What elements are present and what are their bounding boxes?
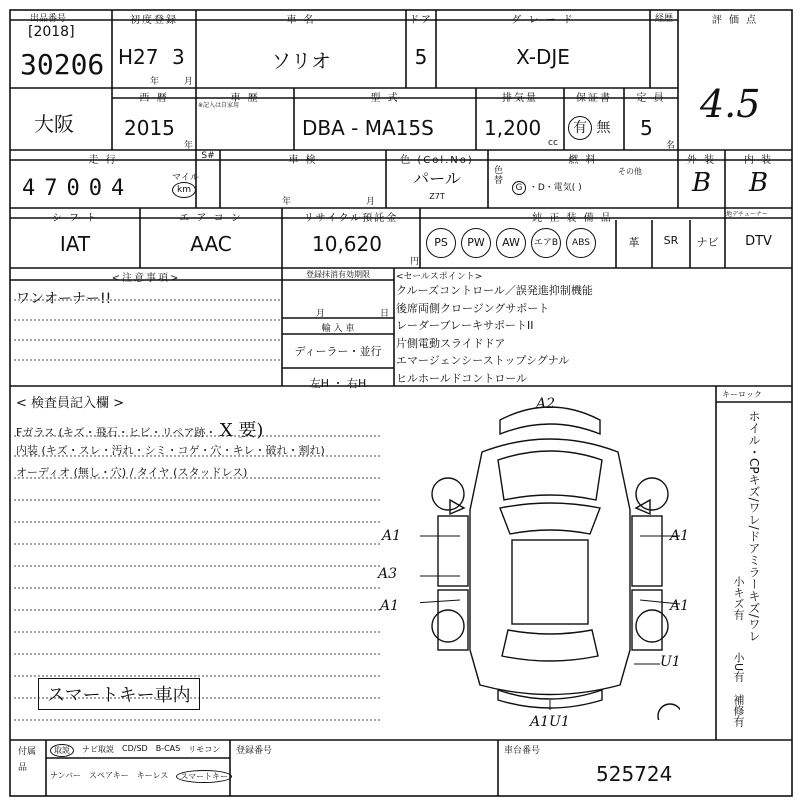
equip-leather: 革 — [628, 236, 640, 249]
smart-key-note: スマートキー車内 — [38, 678, 200, 710]
unit-day: 日 — [380, 309, 390, 319]
unit-month-2: 月 — [366, 197, 376, 207]
label-first-reg: 初度登録 — [130, 15, 178, 26]
mileage: 47004 — [22, 176, 134, 201]
damage-right-front-door: A1 — [670, 528, 690, 544]
label-doors: ドア — [409, 15, 433, 26]
selling-point: 後席両側クロージングサポート — [396, 301, 550, 315]
label-displacement: 排気量 — [502, 93, 538, 104]
label-accessories: 付属品 — [18, 747, 37, 773]
capacity: 5 — [640, 116, 653, 140]
label-inspection: 車 検 — [288, 155, 318, 166]
selling-point: ヒルホールドコントロール — [396, 371, 528, 385]
color-code: Z7T — [429, 192, 445, 201]
color: パール — [413, 169, 461, 188]
displacement: 1,200 — [484, 116, 542, 140]
first-reg-era: H27 — [118, 45, 159, 69]
damage-left-rocker: A3 — [378, 566, 398, 582]
label-color-swap: 色替 — [494, 166, 504, 186]
acc-cd-sd: CD/SD — [122, 744, 148, 753]
car-name: ソリオ — [271, 49, 331, 73]
right-strip-repaired: 補修有 — [732, 694, 745, 727]
warranty-yes: 有 — [568, 116, 592, 140]
acc-number: ナンバー — [50, 771, 82, 780]
label-import: 輸 入 車 — [321, 324, 355, 334]
label-registration-expiry: 登録抹消有効期限 — [306, 270, 370, 279]
unit-year-2: 年 — [184, 141, 194, 151]
model-year: 2015 — [124, 116, 175, 140]
label-history: 経歴 — [654, 14, 673, 24]
label-shift: シ フ ト — [51, 213, 99, 224]
equip-pw: PW — [461, 228, 491, 258]
unit-mile: マイル — [172, 173, 199, 183]
accessories-row-1 — [50, 744, 220, 757]
damage-rear: A1U1 — [530, 714, 570, 730]
unit-month-3: 月 — [316, 309, 326, 319]
acc-smart-key: スマートキー — [176, 770, 232, 783]
label-car-name: 車 名 — [286, 15, 316, 26]
lot-number: 30206 — [20, 48, 105, 81]
label-key-lock: キーロック — [722, 390, 762, 399]
damage-left-rear-door: A1 — [380, 598, 400, 614]
grade: X-DJE — [516, 45, 570, 69]
unit-year-3: 年 — [282, 197, 292, 207]
warranty-options — [568, 116, 610, 140]
acc-keyless: キーレス — [136, 771, 169, 780]
label-reg-number: 登録番号 — [236, 746, 273, 756]
equip-aw: AW — [496, 228, 526, 258]
selling-points-list — [396, 282, 593, 387]
unit-month: 月 — [184, 77, 194, 87]
label-lot-no: 出品番号 — [30, 14, 67, 24]
label-recycle: リサイクル預託金 — [303, 213, 399, 224]
unit-persons: 名 — [666, 141, 676, 151]
damage-left-front-door: A1 — [382, 528, 402, 544]
right-strip-line-1: ホイル・CPキズ/ワレ/ドアミラーキズ/ワレ — [747, 410, 761, 642]
equip-dtv: DTV — [745, 234, 772, 249]
damage-right-rear: U1 — [660, 654, 681, 670]
acc-spare-key: スペアキー — [89, 771, 129, 780]
equip-abs: ABS — [566, 228, 596, 258]
equip-airbag: エアB — [531, 228, 561, 258]
right-strip-text — [744, 410, 764, 642]
acc-bcas: B-CAS — [155, 744, 181, 753]
equip-navi: ナビ — [696, 236, 719, 249]
label-fuel-other: その他 — [618, 167, 642, 176]
unit-cc: cc — [548, 138, 558, 148]
fuel-gasoline: G — [512, 181, 526, 195]
right-strip-small-u: 小U有 — [732, 652, 745, 683]
car-diagram — [420, 400, 680, 720]
label-fuel: 燃 料 — [568, 155, 598, 166]
interior-grade: B — [748, 168, 769, 198]
acc-navi-manual: ナビ取説 — [82, 745, 114, 754]
label-history-note: ※記入は自家用 — [198, 102, 240, 109]
label-model-code: 型 式 — [370, 93, 400, 104]
acc-remote: リモコン — [188, 745, 221, 754]
label-model-year: 西 暦 — [139, 93, 169, 104]
damage-front: A2 — [536, 396, 556, 412]
accessories-row-2 — [50, 770, 232, 783]
steering-options: 左H ・ 右H — [309, 377, 367, 390]
aircon: AAC — [190, 232, 232, 256]
label-interior: 内 装 — [743, 155, 774, 166]
label-vehicle-history: 車 歴 — [230, 93, 260, 104]
fuel-others: ・D・電気( ) — [528, 183, 582, 193]
label-capacity: 定 員 — [636, 93, 666, 104]
model-code: DBA - MA15S — [302, 116, 434, 140]
damage-right-rear-door: A1 — [670, 598, 690, 614]
label-warranty: 保証書 — [576, 93, 612, 104]
unit-yen: 円 — [410, 257, 420, 267]
recycle-fee: 10,620 — [312, 232, 382, 256]
glass-mark: X 要) — [219, 420, 264, 441]
warranty-no: 無 — [596, 120, 611, 136]
selling-point: 片側電動スライドドア — [396, 336, 506, 350]
label-color: 色 (Col.No) — [400, 155, 474, 166]
inspector-glass — [16, 416, 263, 442]
label-score: 評 価 点 — [711, 15, 759, 26]
unit-km: km — [172, 182, 196, 198]
label-s-num: S# — [201, 151, 215, 161]
acc-manual: 取説 — [50, 744, 74, 757]
selling-point: レーダーブレーキサポートII — [396, 319, 534, 332]
shift: IAT — [59, 232, 91, 256]
glass-text: Fガラス (キズ・飛石・ヒビ・リペア跡・ — [16, 426, 217, 439]
inspector-audio: オーディオ (無し・穴) / タイヤ (スタッドレス) — [16, 466, 248, 479]
equip-ps: PS — [426, 228, 456, 258]
region: 大阪 — [34, 112, 74, 136]
label-equipment: 純 正 装 備 品 — [532, 213, 613, 224]
selling-point: クルーズコントロール／誤発進抑制機能 — [396, 284, 593, 297]
label-chassis: 車台番号 — [504, 746, 541, 756]
label-mileage: 走 行 — [88, 155, 118, 166]
selling-point: エマージェンシーストップシグナル — [396, 354, 570, 367]
inspector-interior: 内装 (キズ・スレ・汚れ・シミ・コゲ・穴・キレ・破れ・割れ) — [16, 444, 325, 457]
notes-text: ワンオーナー!! — [16, 291, 112, 307]
label-exterior: 外 装 — [686, 155, 717, 166]
first-reg-month: 3 — [172, 45, 185, 69]
exterior-grade: B — [691, 168, 712, 198]
score: 4.5 — [700, 82, 761, 126]
equip-sr: SR — [663, 234, 679, 247]
label-aircon: エ ア コ ン — [179, 213, 243, 224]
label-grade: グ レ ー ド — [511, 15, 575, 26]
unit-year: 年 — [150, 77, 160, 87]
label-selling-points: <セールスポイント> — [396, 272, 483, 282]
label-tuner: 地デチューナー — [726, 211, 768, 218]
fuel-options — [512, 180, 582, 195]
label-inspector-notes: < 検査員記入欄 > — [16, 396, 125, 411]
right-strip-small-scratch: 小キズ有 — [732, 576, 745, 620]
year-code: [2018] — [28, 24, 75, 40]
chassis-number: 525724 — [596, 762, 673, 786]
label-notes: <注意事項> — [111, 273, 181, 284]
doors: 5 — [414, 45, 428, 69]
import-type: ディーラー・並行 — [294, 345, 382, 358]
equipment-circles — [426, 228, 596, 258]
